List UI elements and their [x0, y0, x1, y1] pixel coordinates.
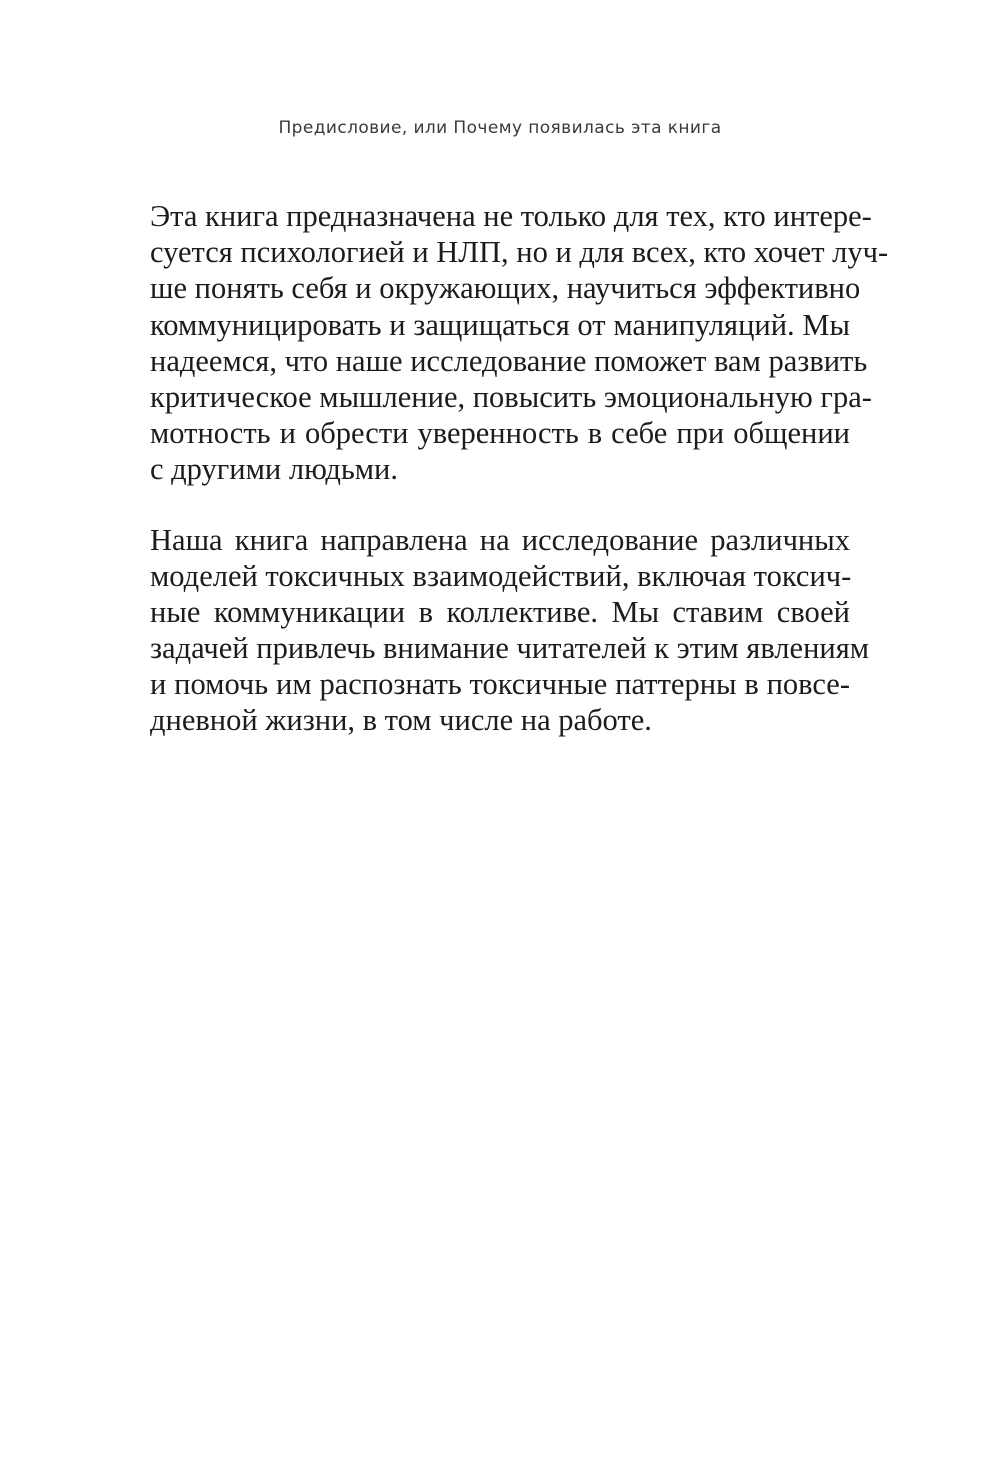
text-line: суется психологией и НЛП, но и для всех, кто хочет луч- — [150, 235, 889, 270]
text-line: с другими людьми. — [150, 452, 398, 487]
text-line: ше понять себя и окружающих, научиться эффективно — [150, 271, 861, 306]
paragraph-1 — [150, 198, 889, 488]
body-text — [150, 198, 889, 773]
text-line: критическое мышление, повысить эмоциональную гра- — [150, 379, 872, 414]
text-line: дневной жизни, в том числе на работе. — [150, 703, 652, 738]
text-line: и помочь им распознать токсичные паттерны в повсе- — [150, 667, 850, 702]
text-line: мотность и обрести уверенность в себе при общении — [150, 416, 850, 451]
text-line: моделей токсичных взаимодействий, включая токсич- — [150, 558, 852, 593]
text-line: надеемся, что наше исследование поможет вам развить — [150, 343, 868, 378]
running-header: Предисловие, или Почему появилась эта книга — [278, 118, 722, 138]
text-line: коммуницировать и защищаться от манипуляций. Мы — [150, 307, 850, 342]
text-line: Наша книга направлена на исследование различных — [150, 522, 850, 557]
text-line: задачей привлечь внимание читателей к этим явлениям — [150, 631, 870, 666]
text-line: ные коммуникации в коллективе. Мы ставим своей — [150, 594, 850, 629]
paragraph-2 — [150, 522, 870, 739]
text-line: Эта книга предназначена не только для тех, кто интере- — [150, 199, 872, 233]
